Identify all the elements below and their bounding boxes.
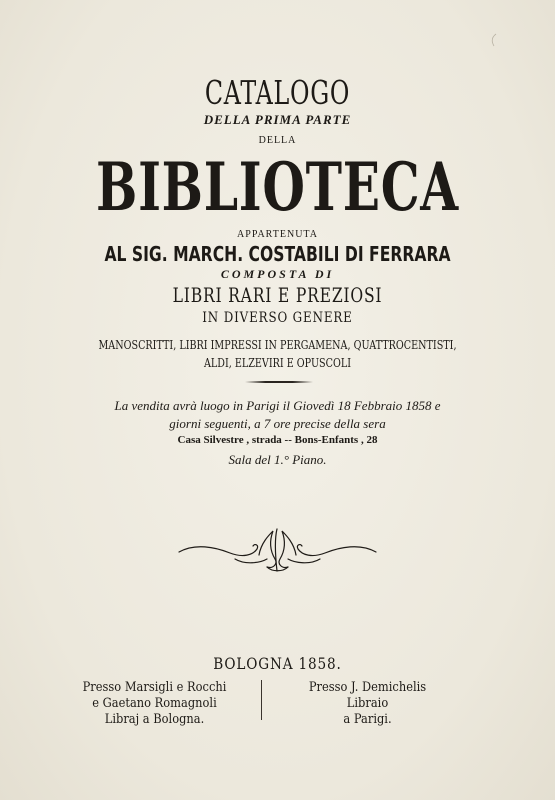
della-text: DELLA	[258, 135, 297, 146]
appartenuta-text: APPARTENUTA	[237, 229, 318, 240]
della-prima-parte-text: DELLA PRIMA PARTE	[203, 112, 352, 127]
libri-rari-line: LIBRI RARI E PREZIOSI	[172, 283, 383, 307]
catalogo-heading: CATALOGO	[204, 73, 351, 112]
diverso-genere-line: IN DIVERSO GENERE	[202, 310, 353, 326]
imprint-left-column	[62, 680, 247, 728]
contents-line-2: ALDI, ELZEVIRI E OPUSCOLI	[203, 356, 352, 370]
short-rule-divider	[245, 381, 313, 383]
biblioteca-title: BIBLIOTECA	[96, 148, 459, 226]
sale-info-line-1: La vendita avrà luogo in Parigi il Giovedì 18 Febbraio 1858 e	[114, 398, 441, 413]
composta-di-text: COMPOSTA DI	[220, 267, 335, 281]
imprint-left-line: Presso Marsigli e Rocchi	[82, 680, 227, 695]
flourish-ornament-icon	[175, 525, 380, 577]
imprint-right-line: a Parigi.	[343, 712, 392, 727]
imprint-right-line: Presso J. Demichelis	[308, 680, 427, 695]
sale-info-line-2: giorni seguenti, a 7 ore precise della sera	[169, 416, 386, 431]
imprint-column-divider	[261, 680, 262, 720]
sale-room-line: Sala del 1.° Piano.	[228, 452, 327, 467]
imprint-place-year: BOLOGNA 1858.	[213, 654, 342, 673]
sale-address-line: Casa Silvestre , strada -- Bons-Enfants , 28	[177, 434, 378, 446]
imprint-left-line: e Gaetano Romagnoli	[92, 696, 217, 711]
imprint-left-line: Libraj a Bologna.	[104, 712, 205, 727]
imprint-right-line: Libraio	[346, 696, 389, 711]
contents-line-1: MANOSCRITTI, LIBRI IMPRESSI IN PERGAMENA, QUATTROCENTISTI,	[98, 338, 457, 352]
owner-line: AL SIG. MARCH. COSTABILI DI FERRARA	[104, 242, 451, 266]
page-corner-mark	[490, 33, 498, 47]
imprint-right-column	[280, 680, 455, 728]
